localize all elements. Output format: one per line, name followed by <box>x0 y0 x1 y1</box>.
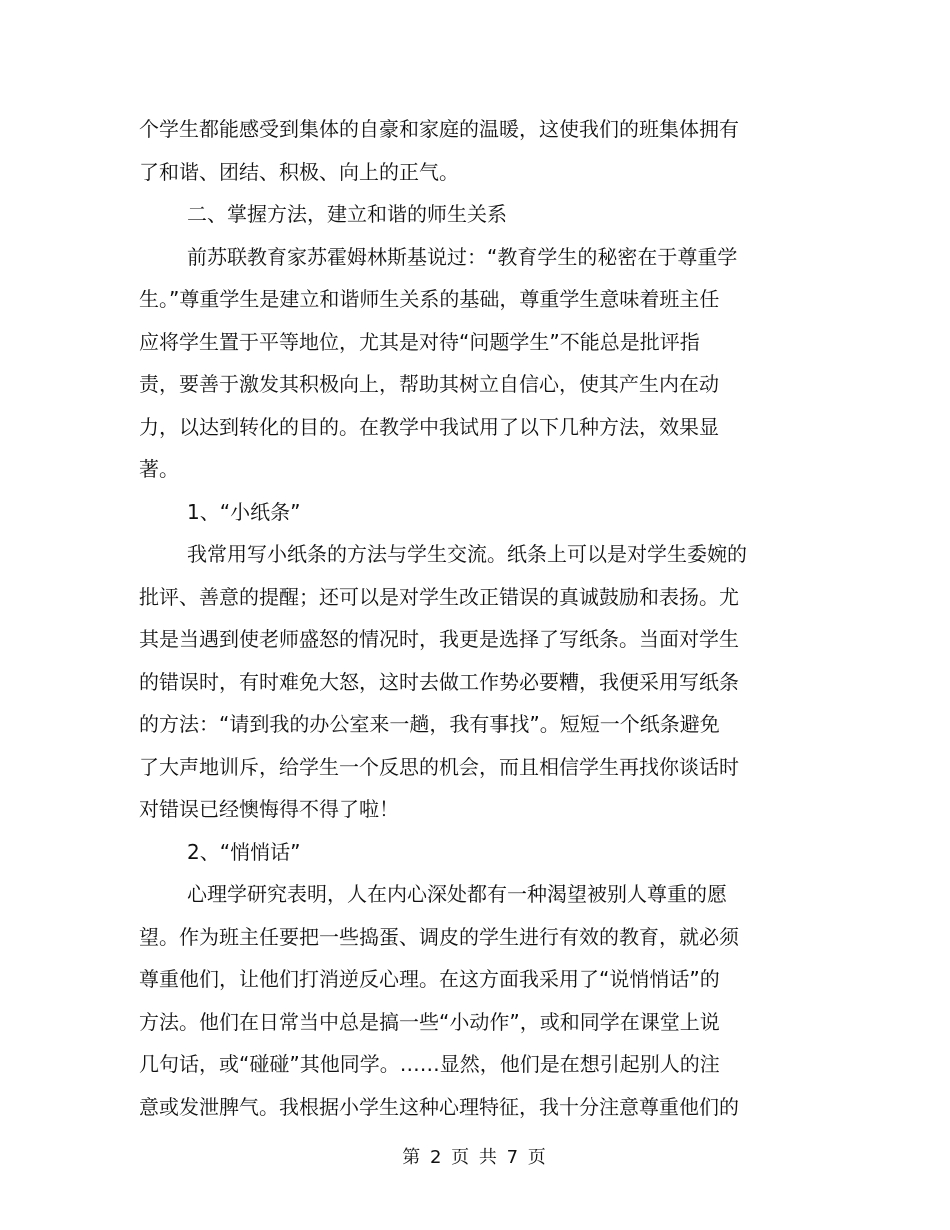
text-line: 的方法：“请到我的办公室来一趟，我有事找”。短短一个纸条避免 <box>139 712 720 736</box>
text-line: 个学生都能感受到集体的自豪和家庭的温暖，这使我们的班集体拥有 <box>139 117 739 141</box>
text-line: 了和谐、团结、积极、向上的正气。 <box>139 159 459 184</box>
text-line: 望。作为班主任要把一些捣蛋、调皮的学生进行有效的教育，就必须 <box>139 924 739 949</box>
text-line: 对错误已经懊悔得不得了啦！ <box>139 797 399 821</box>
text-line: 方法。他们在日常当中总是搞一些“小动作”，或和同学在课堂上说 <box>139 1009 720 1034</box>
text-line: 生。”尊重学生是建立和谐师生关系的基础，尊重学生意味着班主任 <box>139 287 720 311</box>
section-heading: 二、掌握方法，建立和谐的师生关系 <box>187 202 507 226</box>
text-line: 前苏联教育家苏霍姆林斯基说过：“教育学生的秘密在于尊重学 <box>187 244 738 269</box>
text-line: 我常用写小纸条的方法与学生交流。纸条上可以是对学生委婉的 <box>187 542 747 566</box>
text-line: 意或发泄脾气。我根据小学生这种心理特征，我十分注意尊重他们的 <box>139 1094 739 1119</box>
page-footer: 第 2 页 共 7 页 <box>402 1147 548 1168</box>
text-line: 责，要善于激发其积极向上，帮助其树立自信心，使其产生内在动 <box>139 372 719 396</box>
text-line: 了大声地训斥，给学生一个反思的机会，而且相信学生再找你谈话时 <box>139 754 739 779</box>
body-text <box>139 108 759 1128</box>
text-line: 心理学研究表明，人在内心深处都有一种渴望被别人尊重的愿 <box>187 882 727 906</box>
text-line: 应将学生置于平等地位，尤其是对待“问题学生”不能总是批评指 <box>139 329 700 354</box>
text-line: 几句话，或“碰碰”其他同学。……显然，他们是在想引起别人的注 <box>139 1052 720 1076</box>
text-line: 的错误时，有时难免大怒，这时去做工作势必要糟，我便采用写纸条 <box>139 669 739 694</box>
subsection-heading: 1、“小纸条” <box>187 499 301 524</box>
text-line: 力，以达到转化的目的。在教学中我试用了以下几种方法，效果显 <box>139 414 719 439</box>
text-line: 其是当遇到使老师盛怒的情况时，我更是选择了写纸条。当面对学生 <box>139 627 739 651</box>
text-line: 批评、善意的提醒；还可以是对学生改正错误的真诚鼓励和表扬。尤 <box>139 584 739 609</box>
text-line: 著。 <box>139 457 179 481</box>
subsection-heading: 2、“悄悄话” <box>187 839 301 864</box>
text-line: 尊重他们，让他们打消逆反心理。在这方面我采用了“说悄悄话”的 <box>139 967 720 991</box>
